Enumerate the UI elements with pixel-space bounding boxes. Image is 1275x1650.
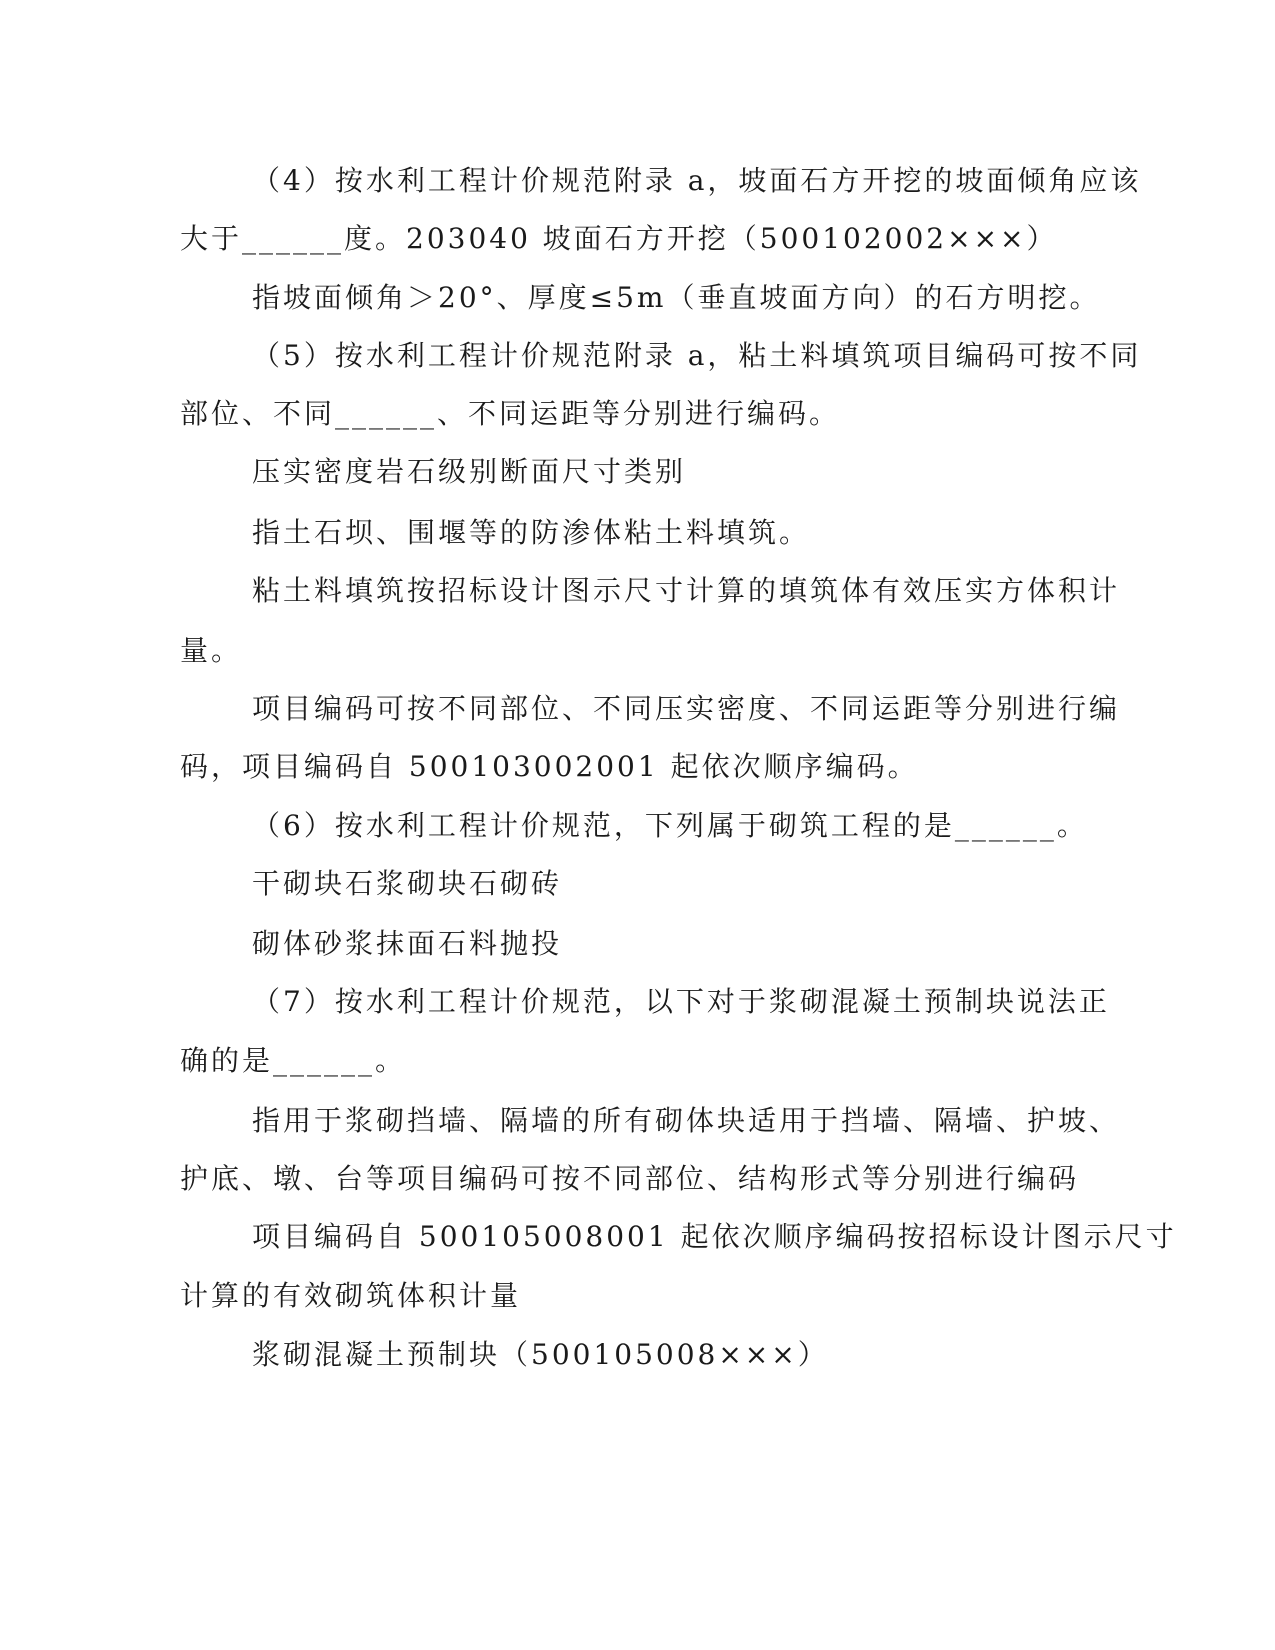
explanation-5-line-2: 粘土料填筑按招标设计图示尺寸计算的填筑体有效压实方体积计	[252, 574, 1121, 607]
item-7-title: 浆砌混凝土预制块（500105008×××）	[252, 1338, 829, 1371]
explanation-5-line-1: 指土石坝、围堰等的防渗体粘土料填筑。	[252, 516, 811, 549]
options-7-line-1: 指用于浆砌挡墙、隔墙的所有砌体块适用于挡墙、隔墙、护坡、	[252, 1104, 1121, 1137]
options-7-line-4: 计算的有效砌筑体积计量	[180, 1279, 522, 1312]
question-7-line-2: 确的是______。	[180, 1044, 407, 1077]
question-6-text: （6）按水利工程计价规范，下列属于砌筑工程的是______。	[252, 809, 1088, 842]
options-7-line-3: 项目编码自 500105008001 起依次顺序编码按招标设计图示尺寸	[252, 1220, 1177, 1253]
answer-4-text: 指坡面倾角＞20°、厚度≤5m（垂直坡面方向）的石方明挖。	[252, 281, 1101, 314]
explanation-5-line-5: 码，项目编码自 500103002001 起依次顺序编码。	[180, 750, 919, 783]
options-5-text: 压实密度岩石级别断面尺寸类别	[252, 455, 687, 488]
options-6-line-2: 砌体砂浆抹面石料抛投	[252, 927, 563, 960]
question-5-line-1: （5）按水利工程计价规范附录 a，粘土料填筑项目编码可按不同	[252, 339, 1142, 372]
options-7-line-2: 护底、墩、台等项目编码可按不同部位、结构形式等分别进行编码	[180, 1162, 1080, 1195]
explanation-5-line-4: 项目编码可按不同部位、不同压实密度、不同运距等分别进行编	[252, 692, 1121, 725]
question-4-line-2: 大于______度。203040 坡面石方开挖（500102002×××）	[180, 222, 1058, 255]
question-5-line-2: 部位、不同______、不同运距等分别进行编码。	[180, 397, 841, 430]
question-7-line-1: （7）按水利工程计价规范，以下对于浆砌混凝土预制块说法正	[252, 985, 1110, 1018]
question-4-line-1: （4）按水利工程计价规范附录 a，坡面石方开挖的坡面倾角应该	[252, 164, 1142, 197]
explanation-5-line-3: 量。	[180, 634, 243, 667]
options-6-line-1: 干砌块石浆砌块石砌砖	[252, 867, 563, 900]
